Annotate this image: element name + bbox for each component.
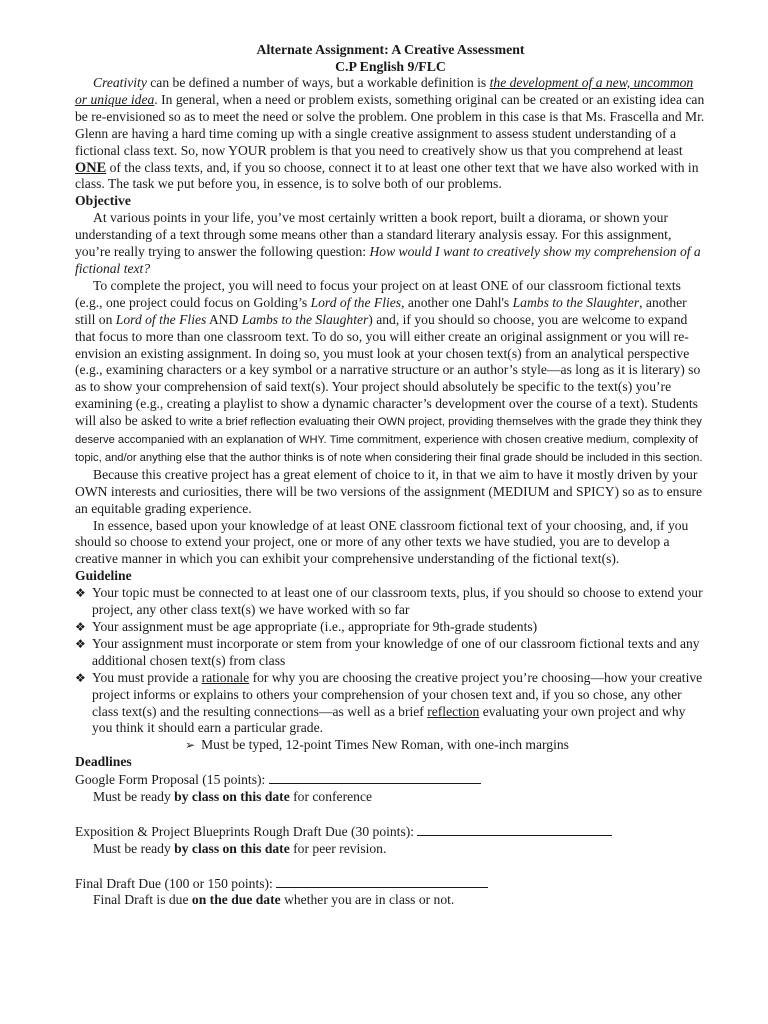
- objective-p2-d: AND: [206, 311, 242, 327]
- objective-p2-e: ) and, if you should so choose, you are welcome to expand that focus to more than one classroom text. To do so, you will either create an original assignment or you will re-envision an existing assignment. In doing so, you must look at your chosen text(s) from an analytical perspective (e.g., examining characters or a key symbol or a narrative structure or an author’s style—as long as it is literary) so as to show your comprehension of said text(s). Your project should absolutely be specific to the text(s) you’re examining (e.g., creating a playlist to show a dynamic character’s development over the course of a text). Students will also be asked to: [75, 311, 701, 429]
- reflection-instructions: write a brief reflection evaluating their OWN project, providing themselves with the grade they think they deserve accompanied with an explanation of WHY. Time commitment, experience with chosen creative medium, complexity of topic, and/or anything else that the author thinks is of note when considering their final grade should be included in this section.: [75, 416, 703, 464]
- objective-paragraph-3: Because this creative project has a great element of choice to it, in that we aim to have it mostly driven by your OWN interests and curiosities, there will be two versions of the assignment (MEDIUM and SPICY) so as to ensure an equitable grading experience.: [75, 466, 703, 516]
- deadlines-heading: Deadlines: [75, 754, 132, 770]
- deadline-proposal-blank[interactable]: [269, 771, 481, 784]
- deadline-final-draft: [75, 875, 706, 893]
- deadline-final-draft-label: Final Draft Due (100 or 150 points):: [75, 875, 273, 891]
- guideline-item-text: Your topic must be connected to at least one of our classroom texts, plus, if you should so choose to extend your project, any other class text(s) we have worked with so far: [92, 585, 703, 618]
- guideline-item4-c: evaluating your own project and why you think it should earn a particular grade.: [92, 703, 686, 736]
- intro-text-2: . In general, when a need or problem exists, something original can be created or an existing idea can be re-envisioned so as to meet the need or solve the problem. One problem in this case is that Ms. Frascella and Mr. Glenn are having a hard time coming up with a single creative assignment to assess student understanding of a fictional class text. So, now YOUR problem is that you need to creatively show us that you comprehend at least: [75, 91, 705, 158]
- book-title-lambs-2: Lambs to the Slaughter: [241, 311, 369, 327]
- deadline-rough-draft-blank[interactable]: [417, 823, 612, 836]
- objective-p1-text: At various points in your life, you’ve most certainly written a book report, built a diorama, or shown your understanding of a text through some means other than a standard literary analysis essay. For this assignment, you’re really trying to answer the following question:: [75, 210, 672, 260]
- book-title-lotf-2: Lord of the Flies: [115, 311, 207, 327]
- deadline-proposal-label: Google Form Proposal (15 points):: [75, 772, 266, 788]
- creativity-word: Creativity: [93, 75, 147, 90]
- diamond-bullet-icon: ❖: [75, 586, 86, 601]
- guideline-heading: Guideline: [75, 568, 132, 584]
- objective-p2-b: , another one Dahl's: [401, 294, 513, 310]
- deadline-rough-draft-label: Exposition & Project Blueprints Rough Draft Due (30 points):: [75, 823, 415, 839]
- guideline-sub-item: [75, 737, 706, 754]
- deadline-rough-draft: [75, 823, 706, 841]
- note-text: whether you are in class or not.: [280, 892, 455, 908]
- guideline-item-text: Your assignment must incorporate or stem from your knowledge of one of our classroom fictional texts and any additional chosen text(s) from class: [92, 635, 700, 668]
- document-title: Alternate Assignment: A Creative Assessment: [256, 42, 525, 57]
- deadline-proposal: [75, 771, 706, 789]
- intro-paragraph: [75, 75, 706, 193]
- note-text: Final Draft is due: [93, 892, 192, 908]
- objective-paragraph-2: [75, 278, 706, 467]
- deadline-final-draft-note: [75, 892, 706, 909]
- objective-p2-a: To complete the project, you will need to focus your project on at least ONE of our classroom fictional texts (e.g., one project could focus on Golding’s: [75, 277, 681, 310]
- guideline-item4-a: You must provide a: [92, 669, 202, 685]
- note-text: for peer revision.: [289, 840, 387, 856]
- book-title-lotf: Lord of the Flies: [310, 294, 402, 310]
- diamond-bullet-icon: ❖: [75, 670, 86, 685]
- guideline-item: [75, 670, 706, 738]
- note-bold: by class on this date: [174, 789, 290, 805]
- guideline-list: [75, 585, 706, 737]
- note-bold: on the due date: [191, 892, 281, 908]
- arrow-bullet-icon: ➢: [185, 738, 196, 753]
- objective-p2-c: , another still on: [75, 294, 687, 327]
- note-text: Must be ready: [93, 840, 175, 856]
- spacer: [75, 858, 706, 875]
- guideline-item4-b: for why you are choosing the creative project you’re choosing—how your creative project informs or explains to others your comprehension of your chosen text and, if you so chose, any other class text(s) and the resulting connections—as well as a brief: [92, 669, 703, 719]
- one-emphasis: ONE: [75, 159, 107, 176]
- objective-paragraph-4: In essence, based upon your knowledge of at least ONE classroom fictional text of your choosing, and, if you should so choose to extend your project, one or more of any other texts we have studied, you are to develop a creative manner in which you can exhibit your comprehensive understanding of the fictional text(s).: [75, 517, 689, 567]
- guideline-item: [75, 636, 706, 670]
- book-title-lambs: Lambs to the Slaughter: [512, 294, 640, 310]
- deadline-proposal-note: [75, 789, 706, 806]
- reflection-word: reflection: [427, 703, 480, 719]
- objective-paragraph-1: [75, 210, 706, 278]
- deadline-rough-draft-note: [75, 841, 706, 858]
- guideline-item: [75, 619, 706, 636]
- rationale-word: rationale: [201, 669, 250, 685]
- creativity-definition: the development of a new, uncommon or unique idea: [75, 75, 694, 107]
- objective-question: How would I want to creatively show my comprehension of a fictional text?: [75, 244, 701, 276]
- note-text: for conference: [289, 789, 373, 805]
- guideline-sub-item-text: Must be typed, 12-point Times New Roman, with one-inch margins: [201, 737, 569, 753]
- intro-text-3: of the class texts, and, if you so choose, connect it to at least one other text that we have also worked with in class. The task we put before you, in essence, is to solve both of our problems.: [75, 159, 699, 192]
- intro-text-1: can be defined a number of ways, but a workable definition is: [146, 75, 490, 90]
- deadline-final-draft-blank[interactable]: [276, 875, 488, 888]
- note-text: Must be ready: [93, 789, 175, 805]
- document-subtitle: C.P English 9/FLC: [335, 58, 446, 74]
- spacer: [75, 806, 706, 823]
- note-bold: by class on this date: [174, 840, 290, 856]
- guideline-item: [75, 585, 706, 619]
- diamond-bullet-icon: ❖: [75, 636, 86, 651]
- guideline-item-text: Your assignment must be age appropriate (i.e., appropriate for 9th-grade students): [92, 619, 538, 634]
- diamond-bullet-icon: ❖: [75, 620, 86, 634]
- objective-heading: Objective: [75, 193, 131, 209]
